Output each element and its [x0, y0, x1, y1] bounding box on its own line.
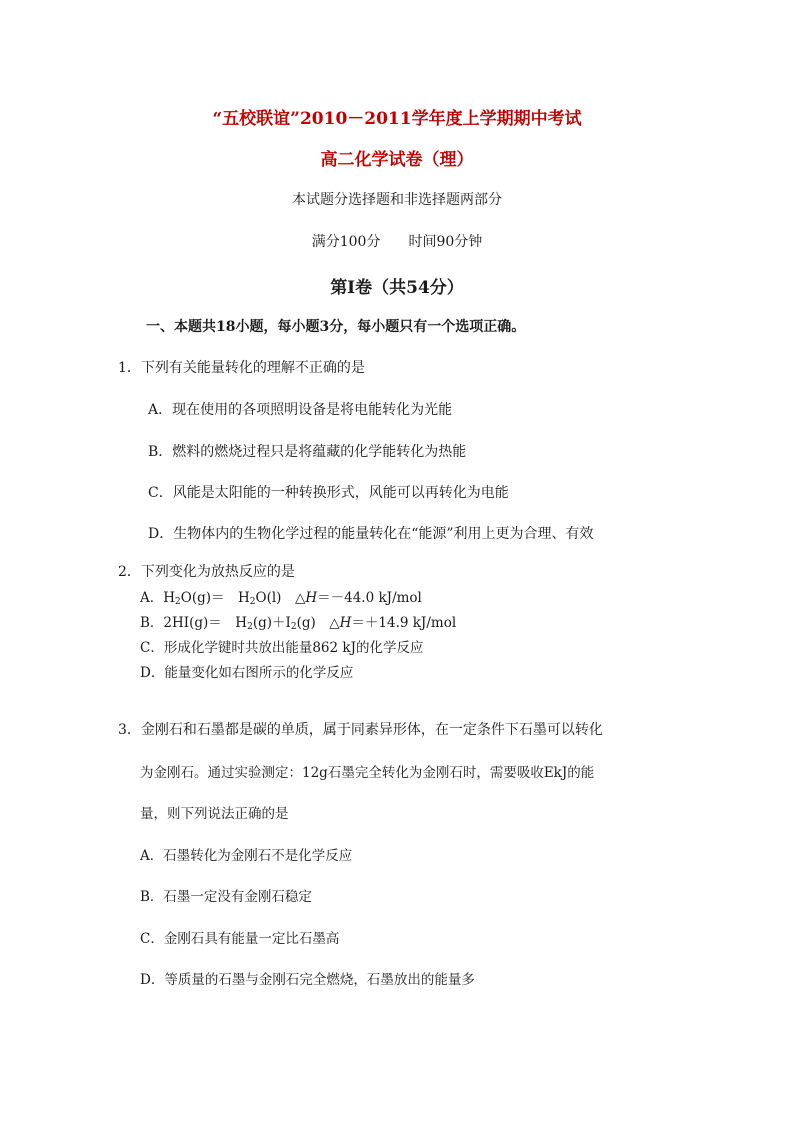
paper-title: 高二化学试卷（理）	[320, 150, 474, 170]
question-2-option-c: C．形成化学键时共放出能量862 kJ的化学反应	[140, 640, 424, 656]
question-1-option-a: A．现在使用的各项照明设备是将电能转化为光能	[148, 402, 453, 418]
info-line: 本试题分选择题和非选择题两部分	[292, 192, 502, 208]
question-2-stem: 2．下列变化为放热反应的是	[118, 564, 295, 580]
question-3-option-a: A．石墨转化为金刚石不是化学反应	[140, 848, 353, 864]
question-3-stem-line-2: 为金刚石。通过实验测定：12g石墨完全转化为金刚石时，需要吸收EkJ的能	[140, 765, 595, 781]
question-2-option-d: D．能量变化如右图所示的化学反应	[140, 665, 354, 681]
section-instructions: 一、本题共18小题，每小题3分，每小题只有一个选项正确。	[146, 319, 526, 335]
question-3-stem-line-3: 量，则下列说法正确的是	[140, 806, 289, 822]
question-1-option-b: B．燃料的燃烧过程只是将蕴藏的化学能转化为热能	[148, 444, 467, 460]
exam-title: “五校联谊”2010－2011学年度上学期期中考试	[212, 109, 582, 129]
question-1-option-c: C．风能是太阳能的一种转换形式，风能可以再转化为电能	[148, 485, 509, 501]
question-3-option-c: C．金刚石具有能量一定比石墨高	[140, 931, 340, 947]
question-1-stem: 1．下列有关能量转化的理解不正确的是	[118, 360, 365, 376]
question-1-option-d: D．生物体内的生物化学过程的能量转化在“能源”利用上更为合理、有效	[148, 526, 594, 542]
question-3-option-d: D．等质量的石墨与金刚石完全燃烧，石墨放出的能量多	[140, 972, 475, 988]
question-3-option-b: B．石墨一定没有金刚石稳定	[140, 889, 312, 905]
question-3-stem-line-1: 3．金刚石和石墨都是碳的单质，属于同素异形体，在一定条件下石墨可以转化	[118, 722, 603, 738]
question-2-option-a: A．$H_2O(g)=$ $H_2O(l)$ △H＝－44.0 kJ/mol	[140, 590, 422, 607]
score-time-line: 满分100分 时间90分钟	[311, 234, 483, 250]
volume-title: 第Ⅰ卷（共54分）	[330, 278, 464, 298]
question-2-option-b: B．2HI(g)＝ $H_2(g)+I_2(g)$ △H＝＋14.9 kJ/mol	[140, 615, 457, 632]
